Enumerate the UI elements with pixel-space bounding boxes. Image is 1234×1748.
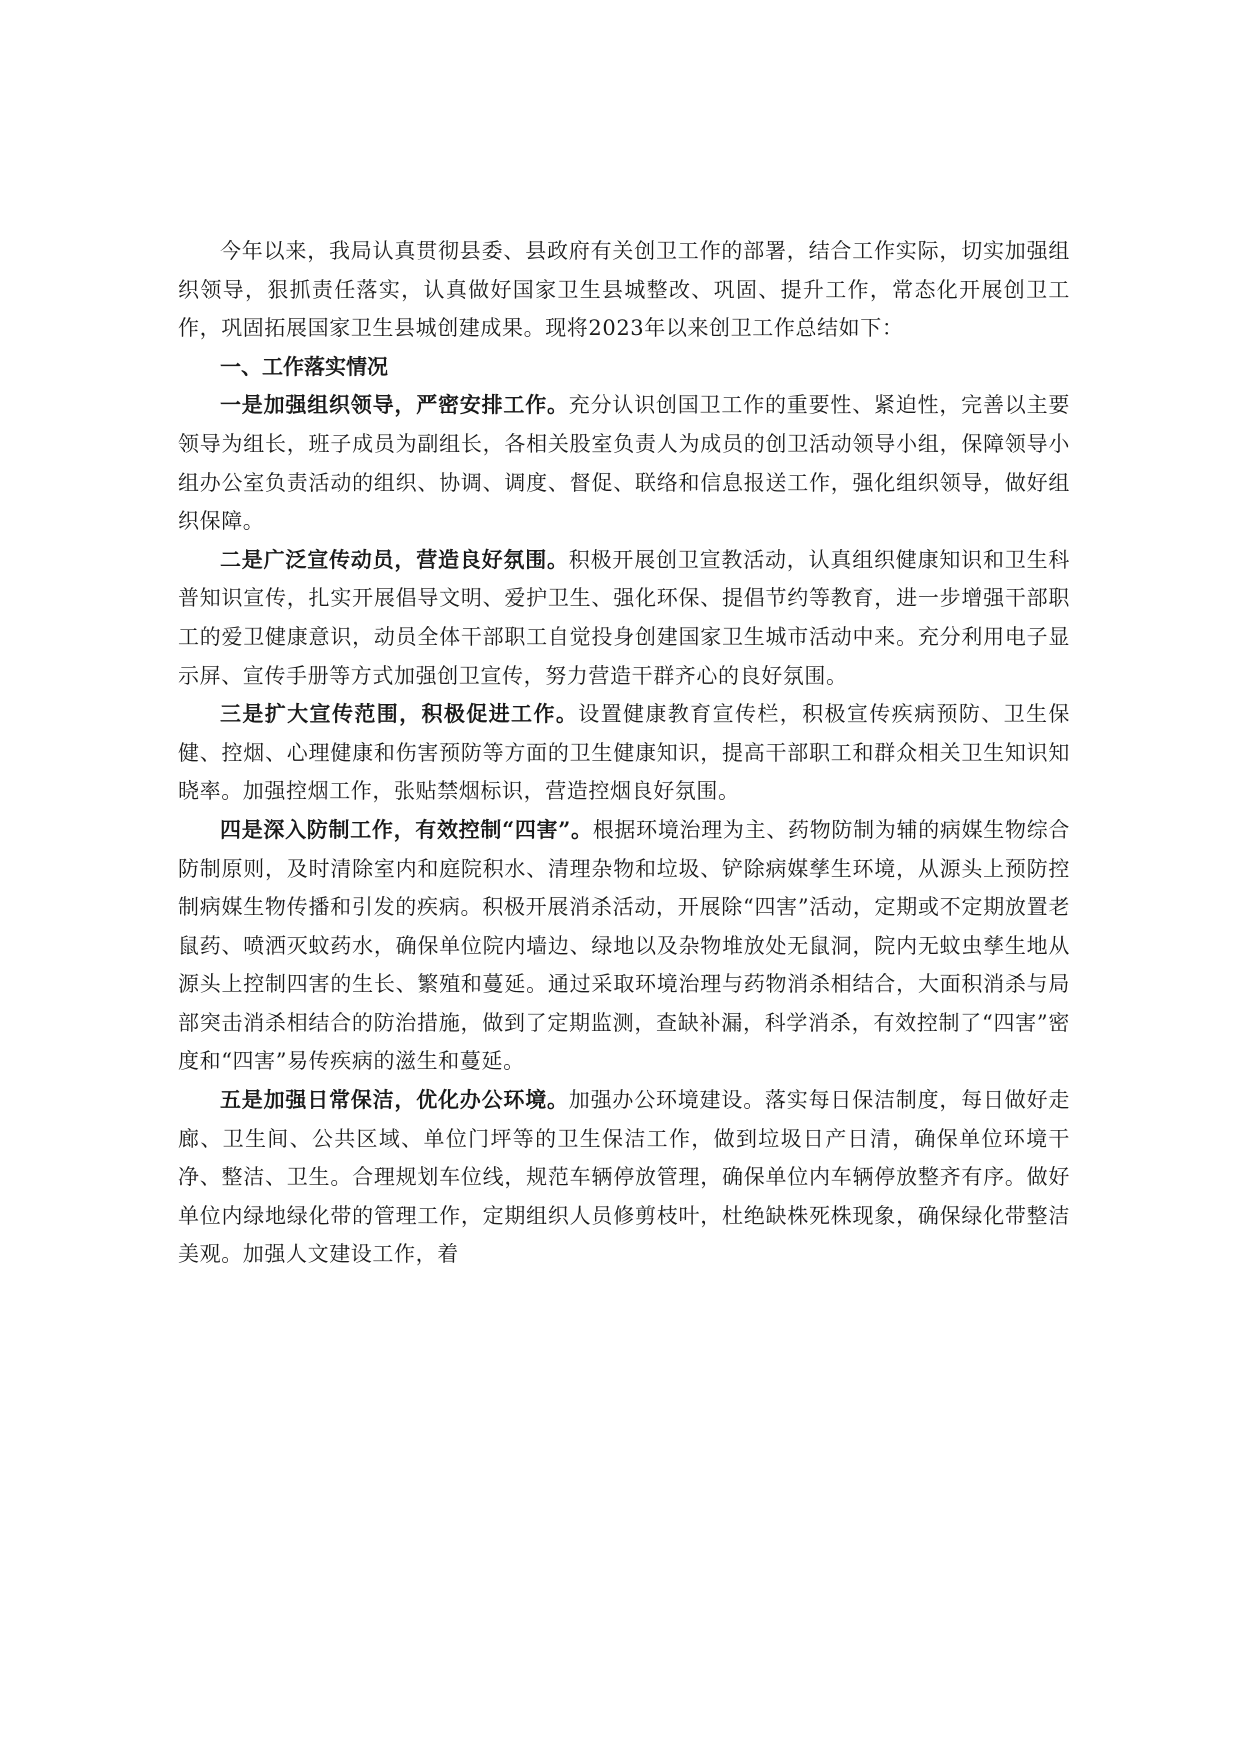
item-lead: 一是加强组织领导，严密安排工作。 (220, 392, 569, 418)
item-lead: 五是加强日常保洁，优化办公环境。 (220, 1087, 569, 1113)
item-paragraph (178, 386, 1070, 540)
item-body: 积极开展创卫宣教活动，认真组织健康知识和卫生科普知识宣传，扎实开展倡导文明、爱护卫生、强化环保、提倡节约等教育，进一步增强干部职工的爱卫健康意识，动员全体干部职工自觉投身创建国家卫生城市活动中来。充分利用电子显示屏、宣传手册等方式加强创卫宣传，努力营造干群齐心的良好氛围。 (178, 547, 1070, 688)
item-paragraph (178, 811, 1070, 1081)
item-lead: 四是深入防制工作，有效控制“四害”。 (220, 816, 593, 842)
item-paragraph (178, 541, 1070, 695)
document-page (178, 232, 1070, 1274)
item-body: 加强办公环境建设。落实每日保洁制度，每日做好走廊、卫生间、公共区域、单位门坪等的卫生保洁工作，做到垃圾日产日清，确保单位环境干净、整洁、卫生。合理规划车位线，规范车辆停放管理，确保单位内车辆停放整齐有序。做好单位内绿地绿化带的管理工作，定期组织人员修剪枝叶，杜绝缺株死株现象，确保绿化带整洁美观。加强人文建设工作，着 (178, 1088, 1070, 1267)
section-heading: 一、工作落实情况 (220, 353, 388, 379)
intro-paragraph: 今年以来，我局认真贯彻县委、县政府有关创卫工作的部署，结合工作实际，切实加强组织领导，狠抓责任落实，认真做好国家卫生县城整改、巩固、提升工作，常态化开展创卫工作，巩固拓展国家卫生县城创建成果。现将2023年以来创卫工作总结如下： (178, 239, 1070, 341)
item-lead: 三是扩大宣传范围，积极促进工作。 (220, 701, 579, 727)
item-lead: 二是广泛宣传动员，营造良好氛围。 (220, 546, 569, 572)
item-paragraph (178, 1081, 1070, 1274)
item-paragraph (178, 695, 1070, 811)
item-body: 根据环境治理为主、药物防制为辅的病媒生物综合防制原则，及时清除室内和庭院积水、清理杂物和垃圾、铲除病媒孳生环境，从源头上预防控制病媒生物传播和引发的疾病。积极开展消杀活动，开展除“四害”活动，定期或不定期放置老鼠药、喷洒灭蚊药水，确保单位院内墙边、绿地以及杂物堆放处无鼠洞，院内无蚊虫孳生地从源头上控制四害的生长、繁殖和蔓延。通过采取环境治理与药物消杀相结合，大面积消杀与局部突击消杀相结合的防治措施，做到了定期监测，查缺补漏，科学消杀，有效控制了“四害”密度和“四害”易传疾病的滋生和蔓延。 (178, 817, 1070, 1074)
item-body: 充分认识创国卫工作的重要性、紧迫性，完善以主要领导为组长，班子成员为副组长，各相关股室负责人为成员的创卫活动领导小组，保障领导小组办公室负责活动的组织、协调、调度、督促、联络和信息报送工作，强化组织领导，做好组织保障。 (178, 393, 1070, 534)
item-body: 设置健康教育宣传栏，积极宣传疾病预防、卫生保健、控烟、心理健康和伤害预防等方面的卫生健康知识，提高干部职工和群众相关卫生知识知晓率。加强控烟工作，张贴禁烟标识，营造控烟良好氛围。 (178, 702, 1070, 804)
